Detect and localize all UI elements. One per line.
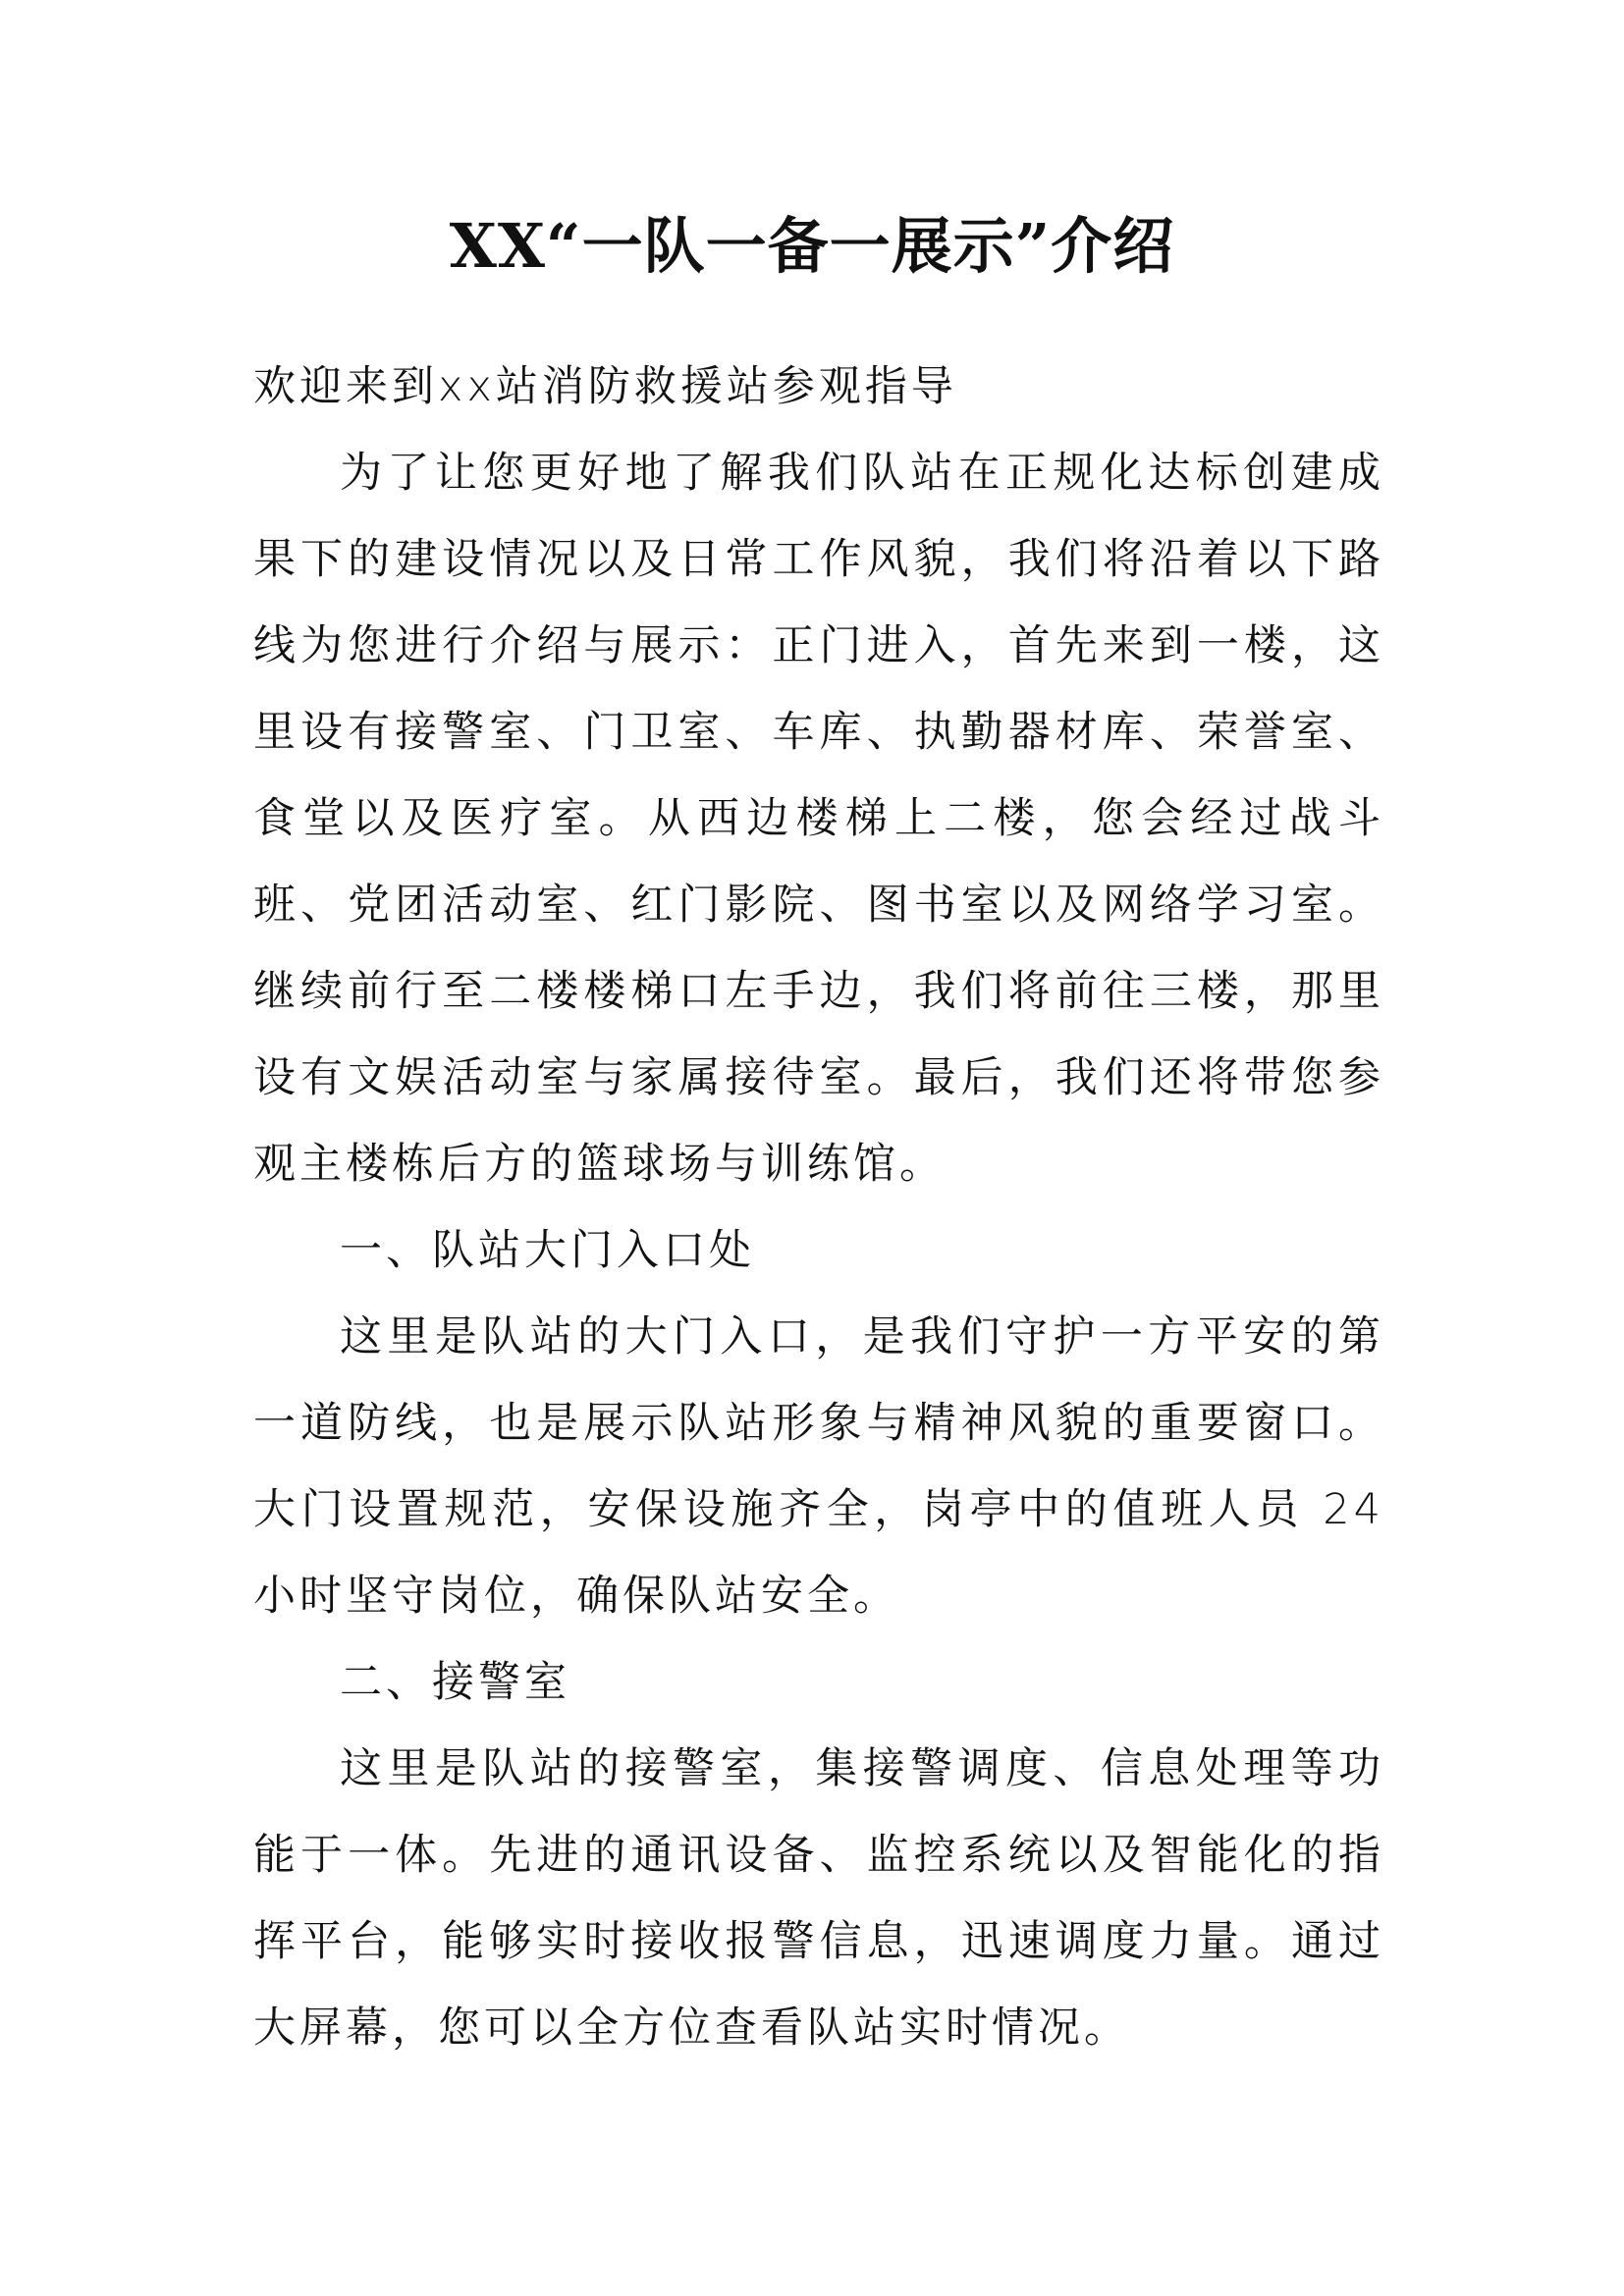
document-body: [253, 344, 1384, 2071]
entrance-paragraph: 这里是队站的大门入口，是我们守护一方平安的第一道防线，也是展示队站形象与精神风貌的重要窗口。大门设置规范，安保设施齐全，岗亭中的值班人员 24 小时坚守岗位，确保队站安全。: [253, 1312, 1384, 1621]
section-heading-entrance: 一、队站大门入口处: [340, 1226, 755, 1275]
section-heading-alarm-room: 二、接警室: [340, 1658, 570, 1707]
document-title: XX“一队一备一展示”介绍: [449, 210, 1175, 282]
intro-paragraph: 为了让您更好地了解我们队站在正规化达标创建成果下的建设情况以及日常工作风貌，我们将沿着以下路线为您进行介绍与展示：正门进入，首先来到一楼，这里设有接警室、门卫室、车库、执勤器材库、荣誉室、食堂以及医疗室。从西边楼梯上二楼，您会经过战斗班、党团活动室、红门影院、图书室以及网络学习室。继续前行至二楼楼梯口左手边，我们将前往三楼，那里设有文娱活动室与家属接待室。最后，我们还将带您参观主楼栋后方的篮球场与训练馆。: [253, 449, 1384, 1189]
alarm-room-paragraph: 这里是队站的接警室，集接警调度、信息处理等功能于一体。先进的通讯设备、监控系统以及智能化的指挥平台，能够实时接收报警信息，迅速调度力量。通过大屏幕，您可以全方位查看队站实时情况。: [253, 1744, 1384, 2053]
welcome-line: 欢迎来到xx站消防救援站参观指导: [253, 362, 957, 411]
